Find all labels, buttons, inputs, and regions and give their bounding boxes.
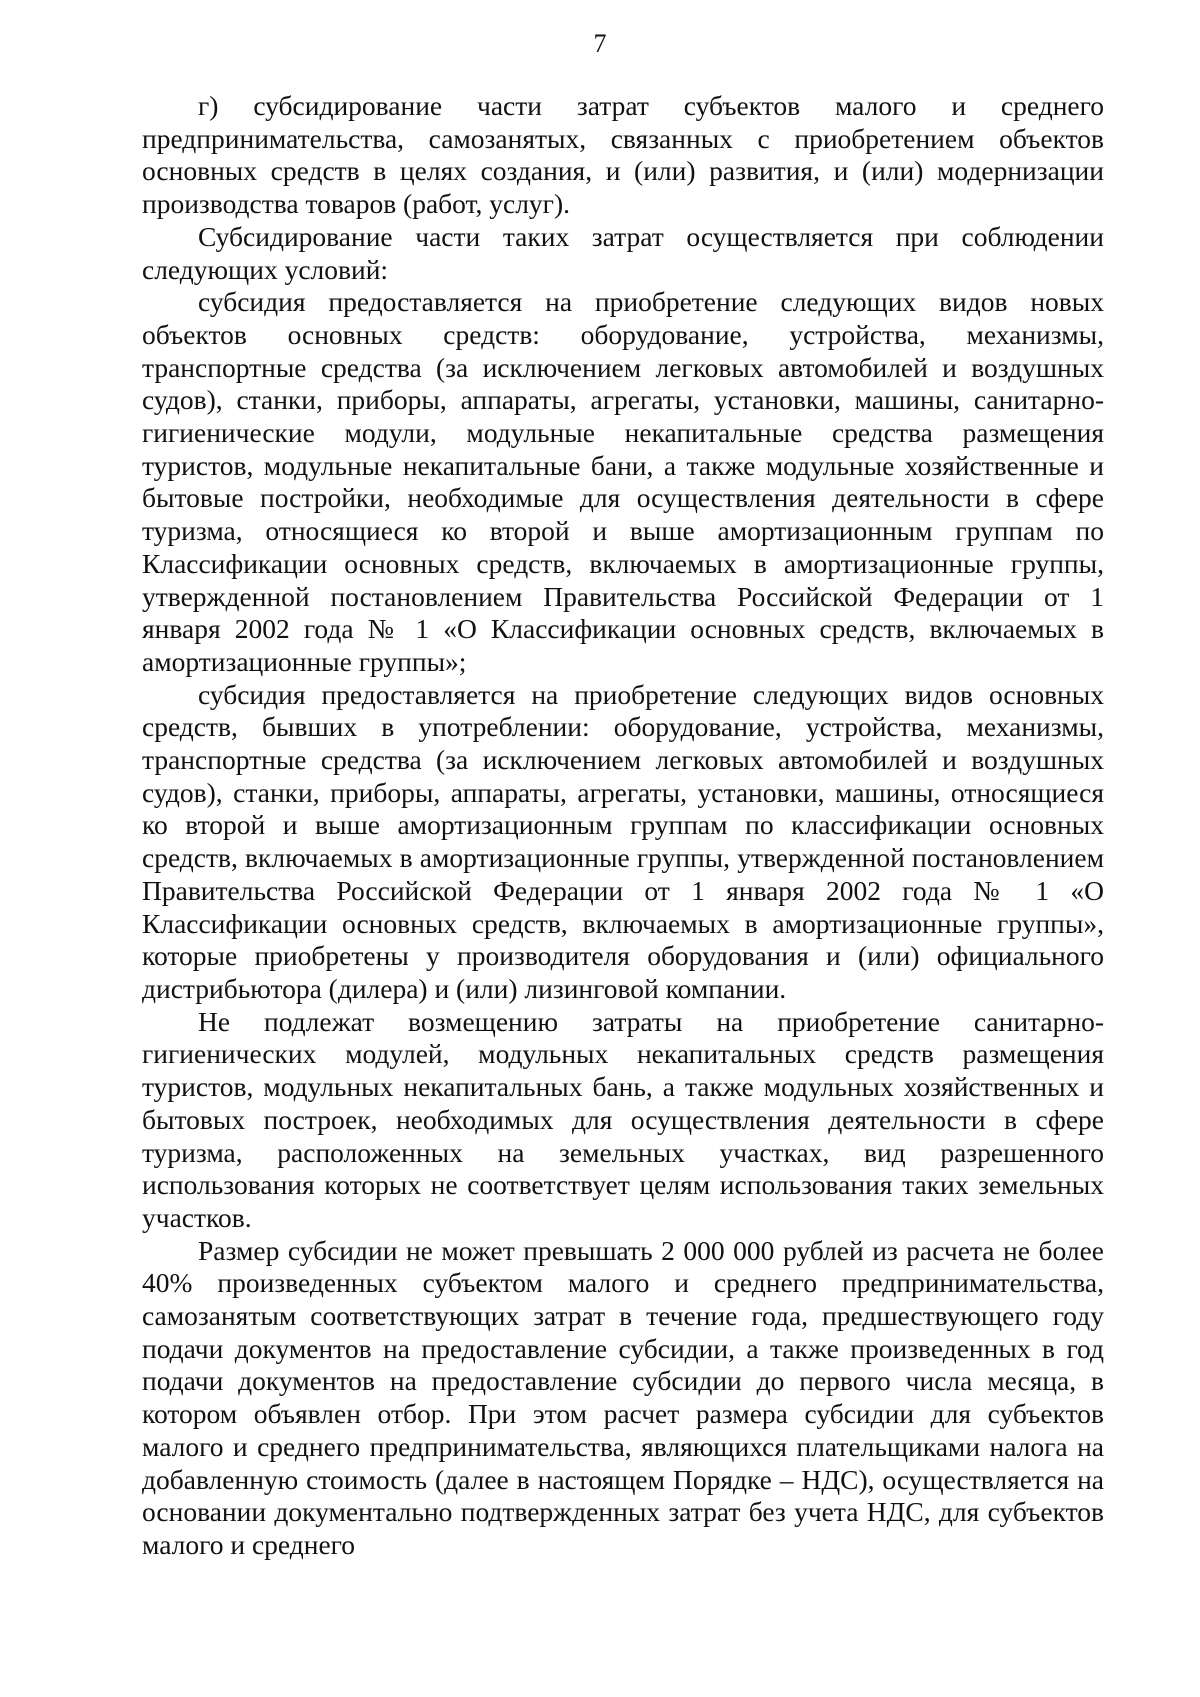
page-number: 7: [593, 29, 607, 58]
paragraph-subsidy-item-g: г) субсидирование части затрат субъектов малого и среднего предпринимательства, самозанятых, связанных с приобретением объектов основных средств в целях создания, и (или) развития, и (или) модернизации производства товаров (работ, услуг).: [142, 90, 1104, 220]
paragraph-non-reimbursable-costs: Не подлежат возмещению затраты на приобретение санитарно-гигиенических модулей, модульных некапитальных средств размещения туристов, модульных некапитальных бань, а также модульных хозяйственных и бытовых построек, необходимых для осуществления деятельности в сфере туризма, расположенных на земельных участках, вид разрешенного использования которых не соответствует целям использования таких земельных участков.: [142, 1005, 1104, 1233]
paragraph-used-assets-condition: субсидия предоставляется на приобретение следующих видов основных средств, бывших в употреблении: оборудование, устройства, механизмы, транспортные средства (за исключением легковых автомобилей и воздушных судов), станки, приборы, аппараты, агрегаты, установки, машины, относящиеся ко второй и выше амортизационным группам по классификации основных средств, включаемых в амортизационные группы, утвержденной постановлением Правительства Российской Федерации от 1 января 2002 года № 1 «О Классификации основных средств, включаемых в амортизационные группы», которые приобретены у производителя оборудования и (или) официального дистрибьютора (дилера) и (или) лизинговой компании.: [142, 678, 1104, 1004]
paragraph-subsidy-amount: Размер субсидии не может превышать 2 000 000 рублей из расчета не более 40% произведенных субъектом малого и среднего предпринимательства, самозанятым соответствующих затрат в течение года, предшествующего году подачи документов на предоставление субсидии, а также произведенных в год подачи документов на предоставление субсидии до первого числа месяца, в котором объявлен отбор. При этом расчет размера субсидии для субъектов малого и среднего предпринимательства, являющихся плательщиками налога на добавленную стоимость (далее в настоящем Порядке – НДС), осуществляется на основании документально подтвержденных затрат без учета НДС, для субъектов малого и среднего: [142, 1234, 1104, 1560]
paragraph-new-assets-condition: субсидия предоставляется на приобретение следующих видов новых объектов основных средств: оборудование, устройства, механизмы, транспортные средства (за исключением легковых автомобилей и воздушных судов), станки, приборы, аппараты, агрегаты, установки, машины, санитарно-гигиенические модули, модульные некапитальные средства размещения туристов, модульные некапитальные бани, а также модульные хозяйственные и бытовые постройки, необходимые для осуществления деятельности в сфере туризма, относящиеся ко второй и выше амортизационным группам по Классификации основных средств, включаемых в амортизационные группы, утвержденной постановлением Правительства Российской Федерации от 1 января 2002 года № 1 «О Классификации основных средств, включаемых в амортизационные группы»;: [142, 286, 1104, 677]
paragraph-conditions-intro: Субсидирование части таких затрат осуществляется при соблюдении следующих условий:: [142, 220, 1104, 285]
document-body: [142, 90, 1104, 1562]
